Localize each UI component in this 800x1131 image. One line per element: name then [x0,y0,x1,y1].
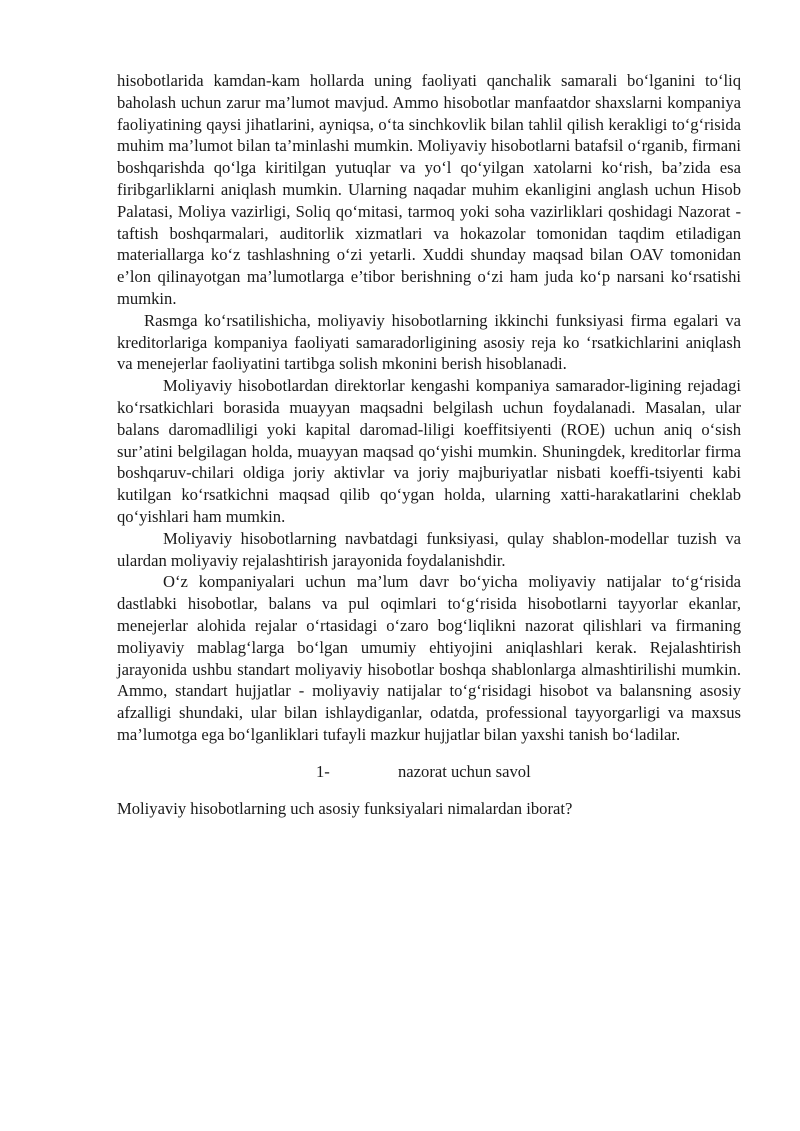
paragraph-2: Rasmga ko‘rsatilishicha, moliyaviy hisobotlarning ikkinchi funksiyasi firma egalari va kreditorlariga kompaniya faoliyati samaradorligining asosiy reja ko ‘rsatkichlarini aniqlash va menejerlar faoliyatini tartibga solish mkonini berish hisoblanadi. [117,310,741,374]
paragraph-5: O‘z kompaniyalari uchun ma’lum davr bo‘yicha moliyaviy natijalar to‘g‘risida dastlabki hisobotlar, balans va pul oqimlari to‘g‘risida hisobotlarni tayyorlar ekanlar, menejerlar alohida rejalar o‘rtasidagi o‘zaro bog‘liqlikni nazorat qilishlari va firmaning moliyaviy mablag‘larga bo‘lgan umumiy ehtiyojini aniqlashlari kerak. Rejalashtirish jarayonida ushbu standart moliyaviy hisobotlar boshqa shablonlarga almashtirilishi mumkin. Ammo, standart hujjatlar - moliyaviy natijalar to‘g‘risidagi hisobot va balansning asosiy afzalligi shundaki, ular bilan ishlaydiganlar, odatda, professional tayyorgarligi va maxsus ma’lumotga ega bo‘lganliklari tufayli mazkur hujjatlar bilan yaxshi tanish bo‘ladilar. [117,572,741,744]
paragraph-3: Moliyaviy hisobotlardan direktorlar kengashi kompaniya samarador-ligining rejadagi ko‘rsatkichlari borasida muayyan maqsadni belgilash uchun foydalanadi. Masalan, ular balans daromadliligi yoki kapital daromad-liligi koeffitsiyenti (ROE) uchun aniq o‘sish sur’atini belgilagan holda, muayyan maqsad qo‘yishi mumkin. Shuningdek, kreditorlar firma boshqaruv-chilari oldiga joriy aktivlar va joriy majburiyatlar nisbati koeffi-tsiyenti kabi kutilgan ko‘rsatkichni maqsad qilib qo‘ygan holda, ularning xatti-harakatlarini cheklab qo‘yishlari ham mumkin. [117,376,741,526]
question-heading-title: nazorat uchun savol [398,761,531,781]
document-page [117,70,741,820]
paragraph-1: hisobotlarida kamdan-kam hollarda uning faoliyati qanchalik samarali bo‘lganini to‘liq baholash uchun zarur ma’lumot mavjud. Ammo hisobotlar manfaatdor shaxslarni kompaniya faoliyatining qaysi jihatlarini, ayniqsa, o‘ta sinchkovlik bilan tahlil qilish kerakligi to‘g‘risida muhim ma’lumot bilan ta’minlashi mumkin. Moliyaviy hisobotlarni batafsil o‘rganib, firmani boshqarishda qo‘lga kiritilgan yutuqlar va yo‘l qo‘yilgan xatolarni ko‘rish, ba’zida esa firibgarliklarni aniqlash mumkin. Ularning naqadar muhim ekanligini anglash uchun Hisob Palatasi, Moliya vazirligi, Soliq qo‘mitasi, tarmoq yoki soha vazirliklari qoshidagi Nazorat - taftish boshqarmalari, auditorlik xizmatlari va hokazolar tomonidan taqdim etiladigan materiallarga ko‘z tashlashning o‘zi yetarli. Xuddi shunday maqsad bilan OAV tomonidan e’lon qilinayotgan ma’lumotlarga e’tibor berishning o‘zi ham juda ko‘p narsani ko‘rsatishi mumkin. [117,71,741,308]
question-number: 1- [316,761,330,781]
paragraph-4: Moliyaviy hisobotlarning navbatdagi funksiyasi, qulay shablon-modellar tuzish va ulardan moliyaviy rejalashtirish jarayonida foydalanishdir. [117,528,741,570]
control-question-heading [117,761,741,783]
control-question-text: Moliyaviy hisobotlarning uch asosiy funksiyalari nimalardan iborat? [117,798,573,818]
